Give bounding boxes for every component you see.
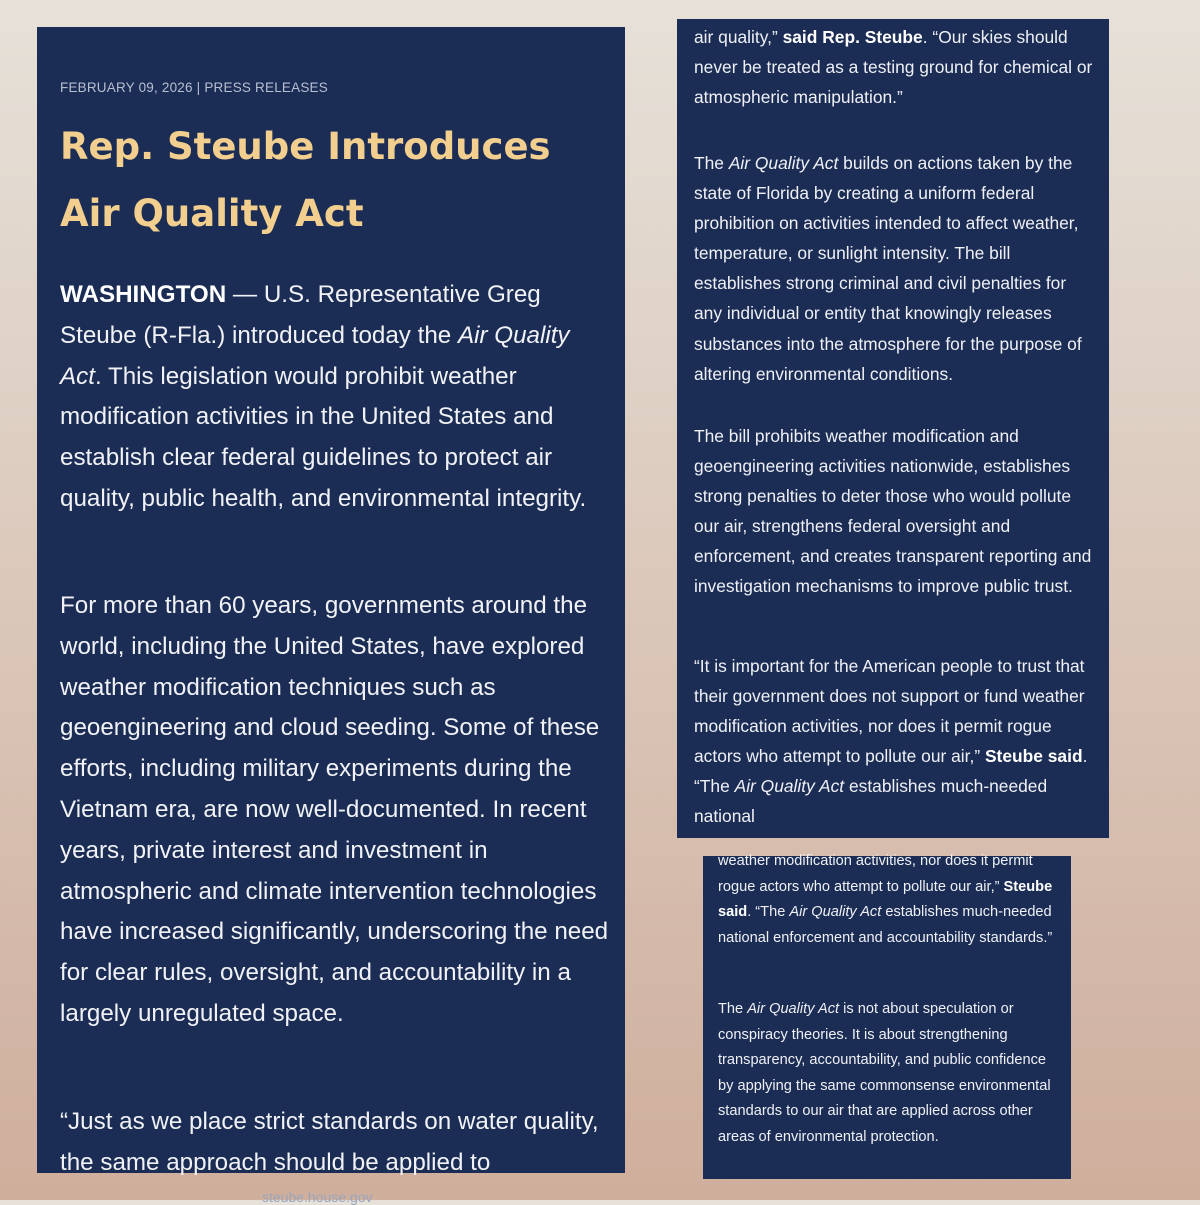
- background-paragraph: For more than 60 years, governments around the world, including the United States, have explored weather modification techniques such as geoengineering and cloud seeding. Some of these efforts, including military experiments during the Vietnam era, are now well-documented. In recent years, private interest and investment in atmospheric and climate intervention technologies have increased significantly, underscoring the need for clear rules, oversight, and accountability in a largely unregulated space.: [60, 592, 609, 1027]
- speaker-attribution: Steube said: [984, 746, 1083, 767]
- steube-quote-end-paragraph: weather modification activities, nor does it permit rogue actors who attempt to pollute our air,” Steube said. “The Air Quality Act establishes much-needed national enforcement and accountability standards.”: [718, 853, 1053, 946]
- press-release-continuation-card: [677, 19, 1109, 838]
- bill-name: Air Quality Act: [747, 1001, 840, 1017]
- speaker-attribution: said Rep. Steube: [782, 27, 923, 47]
- speaker-attribution: Steube said: [718, 878, 1053, 920]
- date-category-line: FEBRUARY 09, 2026 | PRESS RELEASES: [60, 80, 328, 95]
- page-title: Rep. Steube Introduces Air Quality Act: [60, 125, 551, 235]
- steube-quote-paragraph: “It is important for the American people to trust that their government does not support or fund weather modification activities, nor does it permit rogue actors who attempt to pollute our air,” Steube said. “The Air Quality Act establishes much-needed national: [694, 656, 1088, 827]
- press-release-main-card: [37, 27, 625, 1205]
- bill-name: Air Quality Act: [734, 776, 845, 797]
- quote-paragraph: “Just as we place strict standards on water quality, the same approach should be applied to: [60, 1108, 599, 1176]
- bill-name: Air Quality Act: [728, 153, 839, 173]
- press-release-ending-card: [703, 853, 1071, 1179]
- bill-provisions-paragraph: The bill prohibits weather modification and geoengineering activities nationwide, establishes strong penalties to deter those who would pollute our air, strengthens federal oversight and enforcement, and creates transparent reporting and investigation mechanisms to improve public trust.: [694, 426, 1092, 597]
- source-url: steube.house.gov: [262, 1189, 373, 1205]
- dateline: WASHINGTON: [60, 281, 227, 308]
- bill-name: Air Quality Act: [60, 321, 570, 390]
- quote-continuation-paragraph: air quality,” said Rep. Steube. “Our skies should never be treated as a testing ground for chemical or atmospheric manipulation.”: [694, 27, 1093, 108]
- intro-paragraph: WASHINGTON — U.S. Representative Greg Steube (R-Fla.) introduced today the Air Quality Act. This legislation would prohibit weather modification activities in the United States and establish clear federal guidelines to protect air quality, public health, and environmental integrity.: [60, 281, 587, 512]
- closing-paragraph: The Air Quality Act is not about speculation or conspiracy theories. It is about strengthening transparency, accountability, and public confidence by applying the same commonsense environmental standards to our air that are applied across other areas of environmental protection.: [718, 1001, 1051, 1145]
- bill-summary-paragraph: The Air Quality Act builds on actions taken by the state of Florida by creating a uniform federal prohibition on activities intended to affect weather, temperature, or sunlight intensity. The bill establishes strong criminal and civil penalties for any individual or entity that knowingly releases substances into the atmosphere for the purpose of altering environmental conditions.: [694, 153, 1082, 384]
- bill-name: Air Quality Act: [789, 904, 882, 920]
